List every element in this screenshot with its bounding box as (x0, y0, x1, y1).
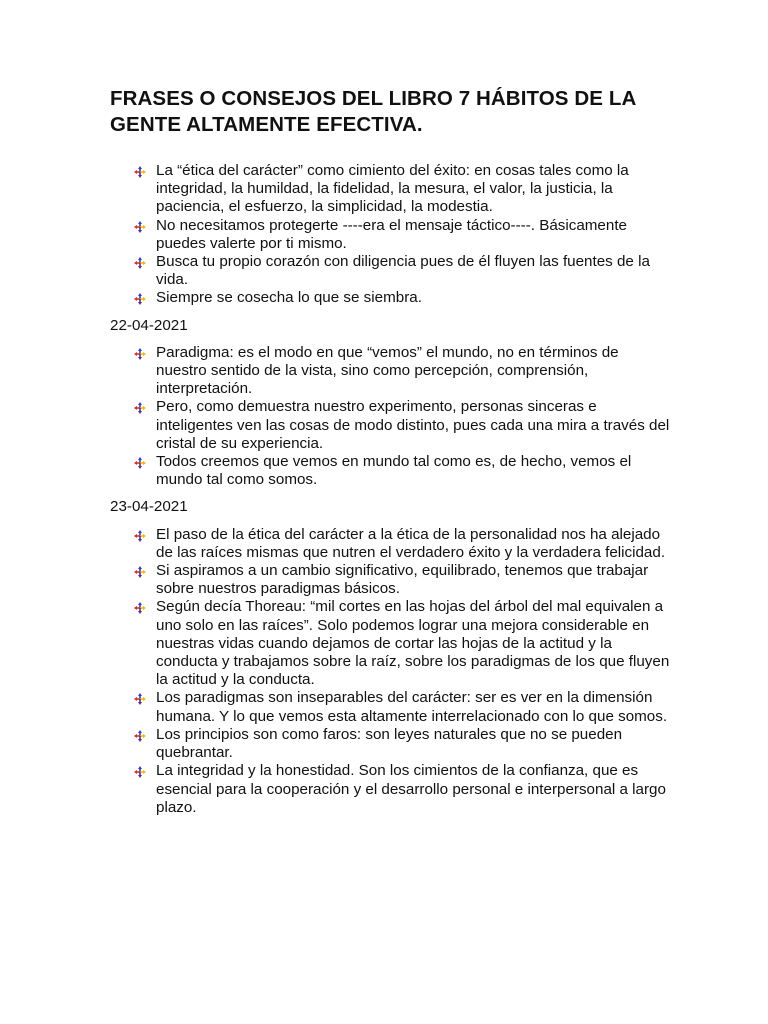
list-item (110, 344, 670, 399)
list-item (110, 689, 670, 725)
list-item-text: Los principios son como faros: son leyes naturales que no se pueden quebrantar. (156, 725, 623, 762)
four-color-arrow-bullet-icon (134, 456, 146, 468)
list-item-text: La integridad y la honestidad. Son los cimientos de la confianza, que es esencial para la cooperación y el desarrollo personal e interpersonal a largo plazo. (156, 762, 666, 816)
four-color-arrow-bullet-icon (134, 292, 146, 304)
four-color-arrow-bullet-icon (134, 692, 146, 704)
list-item-text: El paso de la ética del carácter a la ética de la personalidad nos ha alejado de las raíces mismas que nutren el verdadero éxito y la verdadera felicidad. (156, 525, 666, 561)
list-item (110, 289, 670, 307)
section-date: 22-04-2021 (110, 316, 188, 334)
bullet-list (110, 344, 670, 490)
list-item-text: Paradigma: es el modo en que “vemos” el mundo, no en términos de nuestro sentido de la vista, sino como percepción, comprensión, interpretación. (156, 343, 619, 398)
four-color-arrow-bullet-icon (134, 601, 146, 613)
list-item-text: Pero, como demuestra nuestro experimento, personas sinceras e inteligentes ven las cosas de modo distinto, pues cada una mira a través del cristal de su experiencia. (156, 398, 670, 452)
list-item-text: Según decía Thoreau: “mil cortes en las hojas del árbol del mal equivalen a uno solo en las raíces”. Solo podemos lograr una mejora considerable en nuestras vidas cuando dejamos de cortar las hojas de la actitud y la conducta y trabajamos sobre la raíz, sobre los paradigmas de los que fluyen la actitud y la conducta. (156, 598, 670, 689)
list-item-text: Si aspiramos a un cambio significativo, equilibrado, tenemos que trabajar sobre nuestros paradigmas básicos. (156, 562, 649, 598)
four-color-arrow-bullet-icon (134, 220, 146, 232)
list-item (110, 726, 670, 762)
list-item (110, 453, 670, 489)
section-date: 23-04-2021 (110, 498, 188, 516)
four-color-arrow-bullet-icon (134, 565, 146, 577)
four-color-arrow-bullet-icon (134, 347, 146, 359)
list-item-text: No necesitamos protegerte ----era el mensaje táctico----. Básicamente puedes valerte por ti mismo. (156, 216, 627, 252)
list-item-text: Busca tu propio corazón con diligencia pues de él fluyen las fuentes de la vida. (156, 253, 650, 289)
four-color-arrow-bullet-icon (134, 401, 146, 413)
four-color-arrow-bullet-icon (134, 729, 146, 741)
list-item (110, 762, 670, 817)
four-color-arrow-bullet-icon (134, 165, 146, 177)
list-item (110, 253, 670, 289)
list-item (110, 526, 670, 562)
list-item (110, 598, 670, 689)
four-color-arrow-bullet-icon (134, 765, 146, 777)
document-title: FRASES O CONSEJOS DEL LIBRO 7 HÁBITOS DE LA GENTE ALTAMENTE EFECTIVA. (110, 87, 636, 136)
bullet-list (110, 526, 670, 817)
bullet-list (110, 162, 670, 308)
list-item-text: La “ética del carácter” como cimiento del éxito: en cosas tales como la integridad, la humildad, la fidelidad, la mesura, el valor, la justicia, la paciencia, el esfuerzo, la simplicidad, la modestia. (156, 162, 629, 216)
four-color-arrow-bullet-icon (134, 256, 146, 268)
list-item-text: Siempre se cosecha lo que se siembra. (156, 289, 422, 307)
list-item (110, 562, 670, 598)
list-item (110, 398, 670, 453)
list-item (110, 217, 670, 253)
list-item-text: Todos creemos que vemos en mundo tal como es, de hecho, vemos el mundo tal como somos. (156, 453, 632, 489)
list-item-text: Los paradigmas son inseparables del carácter: ser es ver en la dimensión humana. Y lo que vemos esta altamente interrelacionado con lo que somos. (156, 689, 668, 725)
list-item (110, 162, 670, 217)
document-content (110, 162, 670, 817)
four-color-arrow-bullet-icon (134, 529, 146, 541)
